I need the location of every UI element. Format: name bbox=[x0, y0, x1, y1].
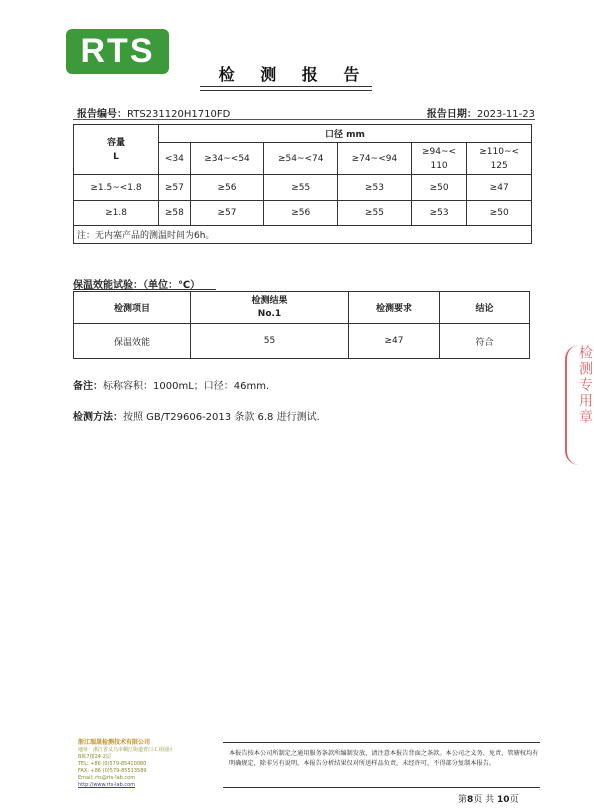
capacity-range-cell: ≥1.5~<1.8 bbox=[74, 175, 159, 201]
meta-divider bbox=[73, 119, 535, 120]
page-suffix: 页 bbox=[509, 795, 519, 805]
company-line: 地址：浙江省义乌市稠江街道青口工业园区 bbox=[78, 747, 174, 753]
report-number-label: 报告编号： bbox=[77, 109, 127, 120]
col-item-header: 检测项目 bbox=[74, 292, 191, 324]
page-divider bbox=[223, 787, 540, 788]
col-result-header bbox=[191, 292, 349, 324]
test-method bbox=[73, 408, 320, 423]
company-website-link[interactable]: http://www.rts-lab.com bbox=[78, 782, 136, 788]
remark-label: 备注： bbox=[73, 381, 103, 392]
temperature-requirement-cell: ≥47 bbox=[467, 175, 532, 201]
diameter-column-header: <34 bbox=[159, 143, 191, 175]
report-title: 检 测 报 告 bbox=[218, 65, 370, 84]
test-method-text: 按照 GB/T29606-2013 条款 6.8 进行测试. bbox=[123, 412, 320, 423]
col-conclusion-header: 结论 bbox=[440, 292, 530, 324]
remark bbox=[73, 377, 269, 392]
diameter-column-header: ≥54~<74 bbox=[264, 143, 338, 175]
result-value: 55 bbox=[191, 324, 349, 359]
company-line: FAX: +86 (0)579-85513589 bbox=[78, 768, 147, 774]
diameter-column-header: ≥34~<54 bbox=[190, 143, 264, 175]
temperature-requirement-cell: ≥50 bbox=[411, 175, 467, 201]
result-conclusion: 符合 bbox=[440, 324, 530, 359]
table-row bbox=[74, 175, 532, 201]
company-name: 浙江瑞晟检测技术有限公司 bbox=[78, 739, 151, 746]
temperature-requirement-cell: ≥53 bbox=[411, 201, 467, 226]
test-method-label: 检测方法： bbox=[73, 412, 123, 423]
result-item: 保温效能 bbox=[74, 324, 191, 359]
inspection-stamp: 检测专用章 bbox=[565, 345, 594, 465]
disclaimer: 本报告按本公司所制定之通用服务条款所编制发放，请注意本报告背面之条款。本公司之义务、免责、管辖权均有明确规定，除非另有说明，本报告分析结果仅对所送样品负责，未经许可，不得部分复制本报告。 bbox=[229, 750, 539, 767]
report-date bbox=[427, 105, 535, 120]
section-underline bbox=[73, 289, 216, 290]
company-line: B栋7楼24-2层 bbox=[78, 754, 111, 760]
report-date-label: 报告日期： bbox=[426, 109, 477, 120]
report-number bbox=[77, 105, 230, 120]
table-row bbox=[74, 324, 530, 359]
col-result-sub: No.1 bbox=[257, 308, 282, 319]
page-number bbox=[458, 792, 519, 805]
temperature-requirement-cell: ≥55 bbox=[338, 201, 412, 226]
col-req-header: 检测要求 bbox=[349, 292, 440, 324]
report-date-value: 2023-11-23 bbox=[476, 109, 535, 120]
diameter-header: 口径 mm bbox=[159, 125, 532, 143]
temperature-requirement-cell: ≥57 bbox=[159, 175, 191, 201]
page-prefix: 第 bbox=[458, 795, 468, 805]
title-underline bbox=[200, 86, 372, 87]
section-heading: 保温效能试验：（单位：℃） bbox=[73, 280, 201, 291]
result-requirement: ≥47 bbox=[349, 324, 440, 359]
diameter-column-header: ≥110~< 125 bbox=[467, 143, 532, 175]
rts-logo: RTS bbox=[66, 29, 169, 74]
temperature-requirement-cell: ≥56 bbox=[264, 201, 338, 226]
page-mid: 页 共 bbox=[473, 795, 495, 805]
footer-divider bbox=[223, 742, 540, 743]
page-current: 8 bbox=[467, 795, 474, 805]
temperature-requirement-cell: ≥50 bbox=[467, 201, 532, 226]
diameter-column-header: ≥94~< 110 bbox=[411, 143, 467, 175]
table-note: 注：无内塞产品的测温时间为6h。 bbox=[74, 226, 532, 244]
diameter-column-header: ≥74~<94 bbox=[338, 143, 412, 175]
capacity-header: 容量 bbox=[106, 137, 125, 148]
report-number-value: RTS231120H1710FD bbox=[127, 109, 231, 120]
temperature-requirement-cell: ≥55 bbox=[264, 175, 338, 201]
temperature-requirement-cell: ≥57 bbox=[190, 201, 264, 226]
temperature-requirement-cell: ≥53 bbox=[338, 175, 412, 201]
company-line: Email: rts@rts-lab.com bbox=[78, 775, 136, 781]
result-table bbox=[73, 291, 530, 359]
temperature-requirement-cell: ≥56 bbox=[190, 175, 264, 201]
capacity-unit: L bbox=[113, 151, 119, 162]
capacity-range-cell: ≥1.8 bbox=[74, 201, 159, 226]
company-info bbox=[78, 738, 228, 789]
temperature-requirement-cell: ≥58 bbox=[159, 201, 191, 226]
capacity-requirement-table bbox=[73, 124, 532, 244]
table-row bbox=[74, 201, 532, 226]
company-line: TEL: +86 (0)579-85410080 bbox=[78, 761, 147, 767]
capacity-header-cell bbox=[74, 125, 159, 175]
col-result-label: 检测结果 bbox=[251, 295, 288, 306]
page-total: 10 bbox=[497, 795, 510, 805]
remark-text: 标称容积：1000mL；口径：46mm. bbox=[103, 381, 270, 392]
title-underline-secondary bbox=[200, 90, 372, 91]
